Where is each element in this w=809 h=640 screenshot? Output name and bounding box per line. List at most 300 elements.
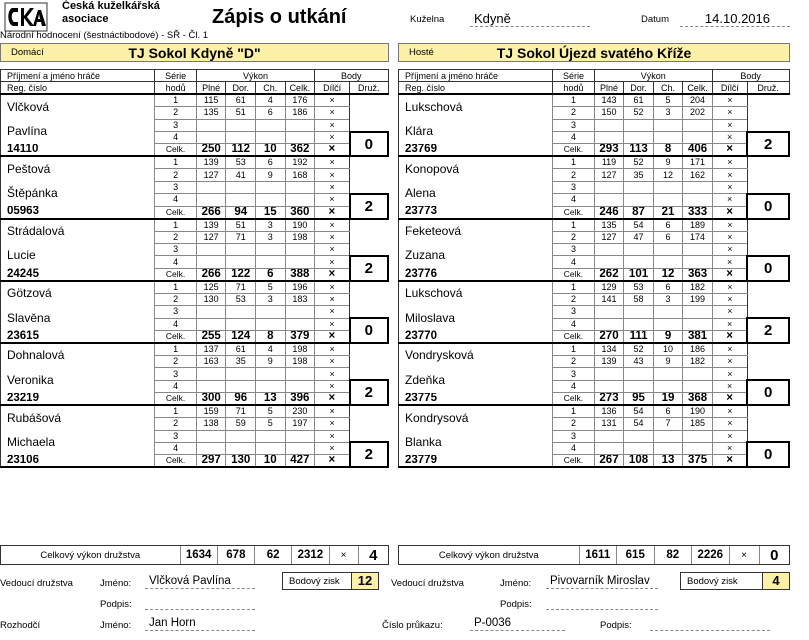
clear-value	[226, 442, 256, 454]
player-surname: Rubášová	[1, 405, 155, 430]
clear-value	[624, 442, 654, 454]
series-row	[1, 119, 389, 131]
full-value: 130	[196, 293, 226, 305]
clear-value	[226, 368, 256, 380]
score-value	[683, 380, 713, 392]
total-full-value: 266	[196, 206, 226, 219]
org-line-2: asociace	[62, 13, 109, 25]
clear-value: 35	[226, 355, 256, 367]
series-row	[1, 430, 389, 442]
misses-value: 6	[256, 107, 286, 119]
guest-zisk-value: 4	[762, 573, 789, 589]
total-misses-value: 21	[653, 206, 683, 219]
organisation-name	[62, 0, 160, 26]
total-misses-value: 13	[256, 393, 286, 406]
misses-column-header: Ch.	[256, 82, 286, 94]
player-total-row	[1, 144, 389, 157]
total-score-value: 379	[285, 330, 315, 343]
misses-value	[256, 119, 286, 131]
series-number: 3	[155, 119, 197, 131]
full-value	[594, 244, 624, 256]
series-row	[399, 306, 790, 318]
misses-value: 3	[256, 293, 286, 305]
partial-point-mark: ×	[712, 107, 747, 119]
clear-value	[624, 181, 654, 193]
performance-header: Výkon	[196, 70, 314, 82]
points-spacer	[350, 94, 388, 131]
full-value	[594, 181, 624, 193]
home-total-full: 1634	[180, 546, 217, 564]
partial-point-mark: ×	[712, 244, 747, 256]
full-value	[594, 132, 624, 144]
score-value: 198	[285, 343, 315, 356]
full-value: 137	[196, 343, 226, 356]
partial-point-mark: ×	[315, 368, 350, 380]
misses-value	[256, 318, 286, 330]
guest-signature-line	[546, 595, 658, 610]
series-number: 3	[553, 119, 595, 131]
misses-value	[256, 244, 286, 256]
misses-value: 6	[653, 405, 683, 418]
full-value	[196, 194, 226, 206]
clear-value: 71	[226, 281, 256, 294]
player-firstname: Štěpánka	[1, 181, 155, 206]
partial-point-mark: ×	[315, 268, 350, 281]
series-number: 3	[155, 244, 197, 256]
full-value: 159	[196, 405, 226, 418]
full-value	[594, 318, 624, 330]
series-number: 4	[155, 256, 197, 268]
full-column-header: Plné	[594, 82, 624, 94]
total-clear-value: 111	[624, 330, 654, 343]
full-value: 115	[196, 94, 226, 107]
clear-value: 47	[624, 231, 654, 243]
player-reg-number: 05963	[1, 206, 155, 219]
partial-point-mark: ×	[712, 281, 747, 294]
total-score-value: 333	[683, 206, 713, 219]
clear-value	[226, 256, 256, 268]
player-points: 2	[747, 132, 789, 157]
referee-name: Jan Horn	[145, 616, 255, 631]
series-number: 1	[155, 281, 197, 294]
partial-point-mark: ×	[315, 293, 350, 305]
sum-label: Celk.	[155, 393, 197, 406]
score-value	[285, 194, 315, 206]
player-firstname: Klára	[399, 119, 553, 144]
clear-value	[226, 132, 256, 144]
series-row	[1, 368, 389, 380]
clear-value	[226, 306, 256, 318]
series-number: 2	[155, 231, 197, 243]
partial-point-mark: ×	[712, 418, 747, 430]
series-number: 2	[553, 169, 595, 181]
total-misses-value: 15	[256, 206, 286, 219]
misses-value	[653, 380, 683, 392]
partial-point-mark: ×	[315, 281, 350, 294]
partial-point-mark: ×	[315, 156, 350, 169]
score-value	[683, 256, 713, 268]
series-number: 3	[155, 430, 197, 442]
player-total-row	[1, 206, 389, 219]
series-row	[1, 219, 389, 232]
full-value	[196, 442, 226, 454]
total-score-value: 375	[683, 455, 713, 468]
full-value: 119	[594, 156, 624, 169]
guest-total-misses: 82	[654, 546, 692, 564]
score-value	[683, 430, 713, 442]
clear-value: 58	[624, 293, 654, 305]
points-spacer	[350, 219, 388, 256]
misses-value	[653, 256, 683, 268]
sum-label: Celk.	[155, 455, 197, 468]
player-reg-number: 23219	[1, 393, 155, 406]
clear-value	[226, 194, 256, 206]
player-points: 0	[747, 442, 789, 467]
referee-sign-label: Podpis:	[600, 620, 632, 631]
partial-point-mark: ×	[712, 306, 747, 318]
clear-value	[624, 256, 654, 268]
score-value: 198	[285, 355, 315, 367]
clear-value: 54	[624, 418, 654, 430]
partial-point-mark: ×	[315, 206, 350, 219]
guest-score-table	[398, 69, 790, 468]
partial-column-header: Dílčí	[315, 82, 350, 94]
misses-value	[256, 442, 286, 454]
header-row	[399, 70, 790, 82]
clear-value: 53	[226, 156, 256, 169]
venue-label: Kuželna	[410, 14, 445, 25]
series-number: 4	[553, 442, 595, 454]
total-misses-value: 8	[256, 330, 286, 343]
misses-value: 5	[256, 281, 286, 294]
player-total-row	[1, 268, 389, 281]
misses-value: 3	[256, 219, 286, 232]
partial-point-mark: ×	[315, 418, 350, 430]
total-full-value: 293	[594, 144, 624, 157]
points-spacer	[747, 343, 789, 380]
clear-value: 54	[624, 405, 654, 418]
points-spacer	[747, 156, 789, 193]
partial-point-mark: ×	[712, 330, 747, 343]
full-value: 134	[594, 343, 624, 356]
full-value: 138	[196, 418, 226, 430]
series-number: 3	[553, 244, 595, 256]
total-clear-value: 95	[624, 393, 654, 406]
clear-value: 61	[624, 94, 654, 107]
series-number: 2	[155, 107, 197, 119]
score-value: 204	[683, 94, 713, 107]
player-surname: Götzová	[1, 281, 155, 306]
series-row	[399, 244, 790, 256]
clear-column-header: Dor.	[226, 82, 256, 94]
partial-point-mark: ×	[712, 343, 747, 356]
misses-value: 4	[256, 343, 286, 356]
full-value	[196, 306, 226, 318]
score-value: 176	[285, 94, 315, 107]
guest-captain-label: Vedoucí družstva	[391, 578, 464, 589]
player-firstname: Veronika	[1, 368, 155, 393]
series-row	[399, 119, 790, 131]
home-team-points: 4	[358, 546, 388, 564]
series-row	[1, 244, 389, 256]
clear-value	[624, 380, 654, 392]
header-row	[399, 82, 790, 94]
clear-value: 43	[624, 355, 654, 367]
partial-point-mark: ×	[315, 455, 350, 468]
referee-name-label: Jméno:	[100, 620, 132, 631]
total-full-value: 300	[196, 393, 226, 406]
total-column-header: Celk.	[683, 82, 713, 94]
guest-zisk-label: Bodový zisk	[687, 576, 738, 587]
series-row	[399, 219, 790, 232]
total-clear-value: 108	[624, 455, 654, 468]
referee-signature-line	[650, 616, 770, 631]
points-spacer	[350, 156, 388, 193]
page-title: Zápis o utkání	[212, 6, 347, 28]
series-row	[399, 94, 790, 107]
guest-captain-name-label: Jméno:	[500, 578, 532, 589]
points-spacer	[747, 405, 789, 442]
player-total-row	[399, 455, 790, 468]
player-firstname: Michaela	[1, 430, 155, 455]
score-value	[285, 132, 315, 144]
home-points-gain	[282, 572, 379, 590]
misses-value	[653, 181, 683, 193]
series-number: 1	[553, 343, 595, 356]
series-number: 1	[553, 219, 595, 232]
full-value	[594, 306, 624, 318]
total-score-value: 381	[683, 330, 713, 343]
player-surname: Strádalová	[1, 219, 155, 244]
series-number: 3	[553, 306, 595, 318]
full-column-header: Plné	[196, 82, 226, 94]
home-total-x: ×	[329, 546, 358, 564]
clear-value	[226, 380, 256, 392]
series-number: 4	[155, 318, 197, 330]
guest-captain-name: Pivovarník Miroslav	[546, 574, 658, 589]
clear-value: 41	[226, 169, 256, 181]
player-points: 0	[747, 380, 789, 405]
full-value: 136	[594, 405, 624, 418]
partial-point-mark: ×	[315, 430, 350, 442]
score-value	[683, 181, 713, 193]
guest-total-clear: 615	[617, 546, 655, 564]
points-spacer	[350, 281, 388, 318]
score-value: 186	[285, 107, 315, 119]
total-score-value: 363	[683, 268, 713, 281]
home-team-name: TJ Sokol Kdyně "D"	[128, 45, 261, 61]
series-number: 1	[155, 94, 197, 107]
series-row	[1, 156, 389, 169]
misses-value: 10	[653, 343, 683, 356]
performance-header: Výkon	[594, 70, 712, 82]
home-sign-label: Podpis:	[100, 599, 132, 610]
partial-point-mark: ×	[712, 194, 747, 206]
points-spacer	[747, 219, 789, 256]
player-reg-number: 23775	[399, 393, 553, 406]
score-value	[285, 119, 315, 131]
player-total-row	[399, 206, 790, 219]
series-row	[1, 306, 389, 318]
full-value	[594, 430, 624, 442]
player-reg-number: 24245	[1, 268, 155, 281]
misses-value	[653, 244, 683, 256]
total-misses-value: 13	[653, 455, 683, 468]
misses-value	[653, 368, 683, 380]
player-reg-number: 23773	[399, 206, 553, 219]
partial-point-mark: ×	[315, 107, 350, 119]
home-signature-line	[145, 595, 255, 610]
name-column-header: Příjmení a jméno hráče	[399, 70, 553, 82]
clear-value	[624, 306, 654, 318]
guest-points-gain	[680, 572, 790, 590]
home-total-score: 2312	[292, 546, 329, 564]
score-value	[285, 181, 315, 193]
reg-column-header: Reg. číslo	[399, 82, 553, 94]
home-zisk-value: 12	[351, 573, 378, 589]
full-value: 163	[196, 355, 226, 367]
sum-label: Celk.	[553, 330, 595, 343]
rating-system: Národní hodnocení (šestnáctibodové) - SŘ - Čl. 1	[0, 30, 209, 41]
misses-value: 9	[653, 156, 683, 169]
score-value	[683, 306, 713, 318]
sum-label: Celk.	[553, 268, 595, 281]
misses-value	[653, 119, 683, 131]
player-points: 2	[350, 442, 388, 467]
points-spacer	[350, 405, 388, 442]
misses-value: 6	[256, 156, 286, 169]
series-number: 4	[553, 318, 595, 330]
series-number: 3	[155, 181, 197, 193]
clear-value	[624, 132, 654, 144]
home-captain-name-label: Jméno:	[100, 578, 132, 589]
clear-value	[226, 119, 256, 131]
score-value: 199	[683, 293, 713, 305]
score-value: 190	[683, 405, 713, 418]
full-value	[594, 256, 624, 268]
partial-point-mark: ×	[712, 368, 747, 380]
player-surname: Dohnalová	[1, 343, 155, 368]
clear-value	[624, 194, 654, 206]
clear-value	[226, 318, 256, 330]
series-number: 1	[155, 405, 197, 418]
total-clear-value: 101	[624, 268, 654, 281]
full-value: 131	[594, 418, 624, 430]
home-team-bar	[0, 43, 389, 62]
misses-value: 9	[653, 355, 683, 367]
series-row	[1, 281, 389, 294]
player-surname: Kondrysová	[399, 405, 553, 430]
misses-value: 6	[653, 231, 683, 243]
full-value	[594, 194, 624, 206]
full-value: 129	[594, 281, 624, 294]
full-value	[594, 119, 624, 131]
points-spacer	[350, 343, 388, 380]
series-column-header: Série	[553, 70, 595, 82]
guest-sign-label: Podpis:	[500, 599, 532, 610]
total-score-value: 368	[683, 393, 713, 406]
clear-value: 53	[226, 293, 256, 305]
partial-point-mark: ×	[315, 219, 350, 232]
referee-label: Rozhodčí	[0, 620, 41, 631]
series-number: 2	[155, 418, 197, 430]
score-value: 189	[683, 219, 713, 232]
misses-value	[653, 132, 683, 144]
misses-value	[256, 368, 286, 380]
player-reg-number: 23779	[399, 455, 553, 468]
clear-value	[624, 119, 654, 131]
score-value: 197	[285, 418, 315, 430]
series-number: 3	[553, 368, 595, 380]
player-firstname: Miloslava	[399, 306, 553, 331]
partial-point-mark: ×	[712, 430, 747, 442]
guest-totals-row	[398, 545, 790, 565]
partial-point-mark: ×	[712, 231, 747, 243]
sum-label: Celk.	[155, 206, 197, 219]
partial-point-mark: ×	[315, 256, 350, 268]
score-value: 192	[285, 156, 315, 169]
clear-value: 53	[624, 281, 654, 294]
player-surname: Lukschová	[399, 281, 553, 306]
player-points: 2	[350, 380, 388, 405]
misses-value	[256, 306, 286, 318]
series-row	[1, 343, 389, 356]
partial-point-mark: ×	[315, 442, 350, 454]
score-value	[285, 256, 315, 268]
partial-point-mark: ×	[712, 256, 747, 268]
score-value	[683, 368, 713, 380]
partial-point-mark: ×	[315, 343, 350, 356]
score-value	[285, 306, 315, 318]
partial-point-mark: ×	[315, 169, 350, 181]
series-row	[399, 181, 790, 193]
partial-point-mark: ×	[315, 393, 350, 406]
player-total-row	[1, 393, 389, 406]
series-row	[399, 343, 790, 356]
clear-value	[624, 318, 654, 330]
series-row	[399, 405, 790, 418]
player-firstname: Alena	[399, 181, 553, 206]
series-number: 2	[155, 355, 197, 367]
cka-logo-icon	[4, 2, 48, 32]
score-value	[683, 119, 713, 131]
clear-value: 52	[624, 107, 654, 119]
series-column-header: Série	[155, 70, 197, 82]
partial-point-mark: ×	[315, 330, 350, 343]
clear-value: 59	[226, 418, 256, 430]
total-clear-value: 113	[624, 144, 654, 157]
partial-point-mark: ×	[315, 306, 350, 318]
guest-team-points: 0	[759, 546, 789, 564]
full-value	[594, 380, 624, 392]
series-number: 4	[553, 132, 595, 144]
player-firstname: Zuzana	[399, 244, 553, 269]
player-points: 2	[350, 256, 388, 281]
throws-column-header: hodů	[553, 82, 595, 94]
clear-value: 61	[226, 94, 256, 107]
score-value	[683, 318, 713, 330]
score-value: 183	[285, 293, 315, 305]
player-surname: Vlčková	[1, 94, 155, 119]
score-value	[285, 244, 315, 256]
total-clear-value: 122	[226, 268, 256, 281]
partial-point-mark: ×	[712, 169, 747, 181]
misses-value: 5	[256, 418, 286, 430]
partial-column-header: Dílčí	[712, 82, 747, 94]
full-value	[196, 181, 226, 193]
clear-value: 54	[624, 219, 654, 232]
sum-label: Celk.	[155, 144, 197, 157]
